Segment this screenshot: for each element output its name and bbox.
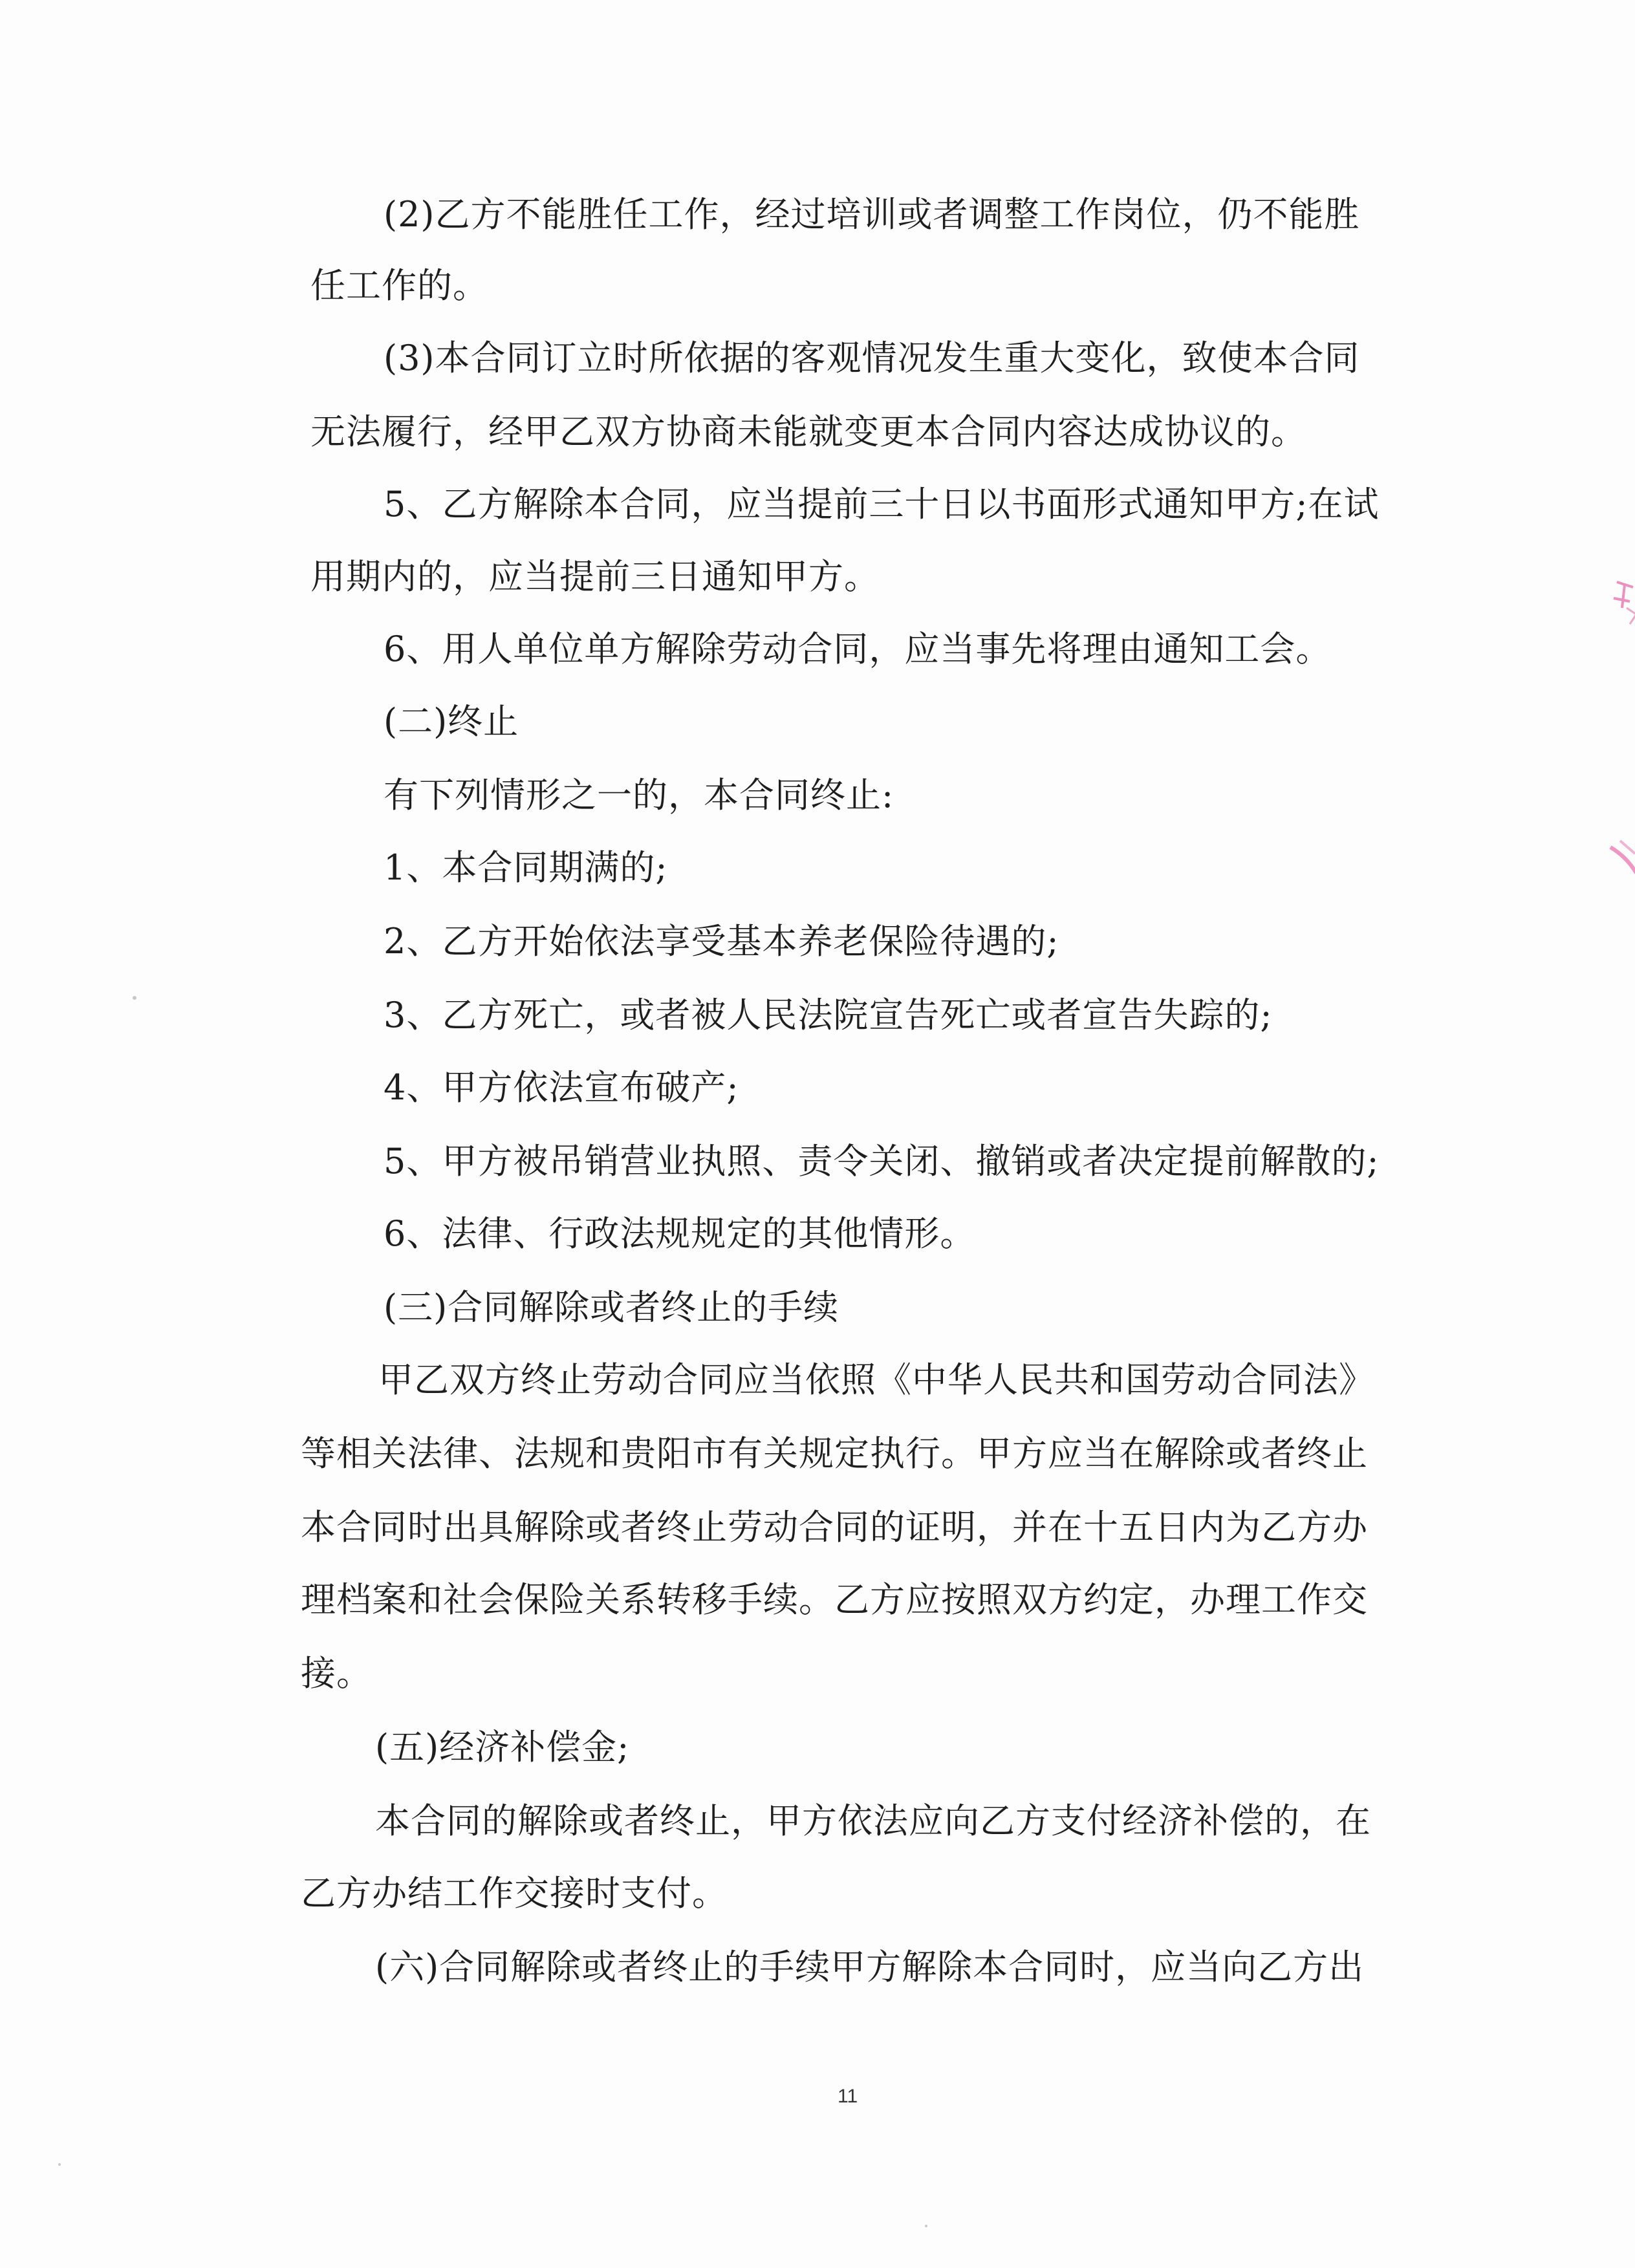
text-line: 有下列情形之一的，本合同终止: [384,775,894,815]
list-item: 6、法律、行政法规规定的其他情形。 [384,1213,976,1254]
text-line: 乙方办结工作交接时支付。 [301,1873,728,1914]
page-number: 11 [838,2086,858,2107]
text-line: 任工作的。 [310,265,488,306]
text-line: 理档案和社会保险关系转移手续。乙方应按照双方约定，办理工作交 [301,1579,1368,1620]
list-item: 4、甲方依法宣布破产; [384,1067,739,1108]
text-line: 接。 [301,1653,372,1694]
text-line: 无法履行，经甲乙双方协商未能就变更本合同内容达成协议的。 [310,411,1306,452]
text-line: 5、乙方解除本合同，应当提前三十日以书面形式通知甲方;在试 [384,484,1380,524]
text-line: (2)乙方不能胜任工作，经过培训或者调整工作岗位，仍不能胜 [384,194,1360,235]
text-line: 本合同时出具解除或者终止劳动合同的证明，并在十五日内为乙方办 [301,1507,1368,1548]
section-heading: (五)经济补偿金; [375,1727,630,1767]
text-line: 本合同的解除或者终止，甲方依法应向乙方支付经济补偿的，在 [375,1800,1371,1841]
text-line: (六)合同解除或者终止的手续甲方解除本合同时，应当向乙方出 [375,1947,1365,1987]
section-heading: (三)合同解除或者终止的手续 [384,1287,839,1328]
text-line: 甲乙双方终止劳动合同应当依照《中华人民共和国劳动合同法》 [378,1359,1374,1400]
scan-speck [133,996,136,1000]
list-item: 5、甲方被吊销营业执照、责令关闭、撤销或者决定提前解散的; [384,1141,1380,1182]
scan-speck [925,2225,927,2227]
scan-speck [58,2163,61,2166]
list-item: 1、本合同期满的; [384,847,668,888]
text-line: 用期内的，应当提前三日通知甲方。 [310,556,880,597]
text-line: 6、用人单位单方解除劳动合同，应当事先将理由通知工会。 [384,629,1332,669]
section-heading: (二)终止 [384,701,519,742]
list-item: 2、乙方开始依法享受基本养老保险待遇的; [384,921,1059,962]
text-line: (3)本合同订立时所依据的客观情况发生重大变化，致使本合同 [384,338,1360,378]
stamp-fragment-icon [1597,569,1635,892]
text-line: 等相关法律、法规和贵阳市有关规定执行。甲方应当在解除或者终止 [301,1433,1368,1474]
list-item: 3、乙方死亡，或者被人民法院宣告死亡或者宣告失踪的; [384,995,1273,1035]
